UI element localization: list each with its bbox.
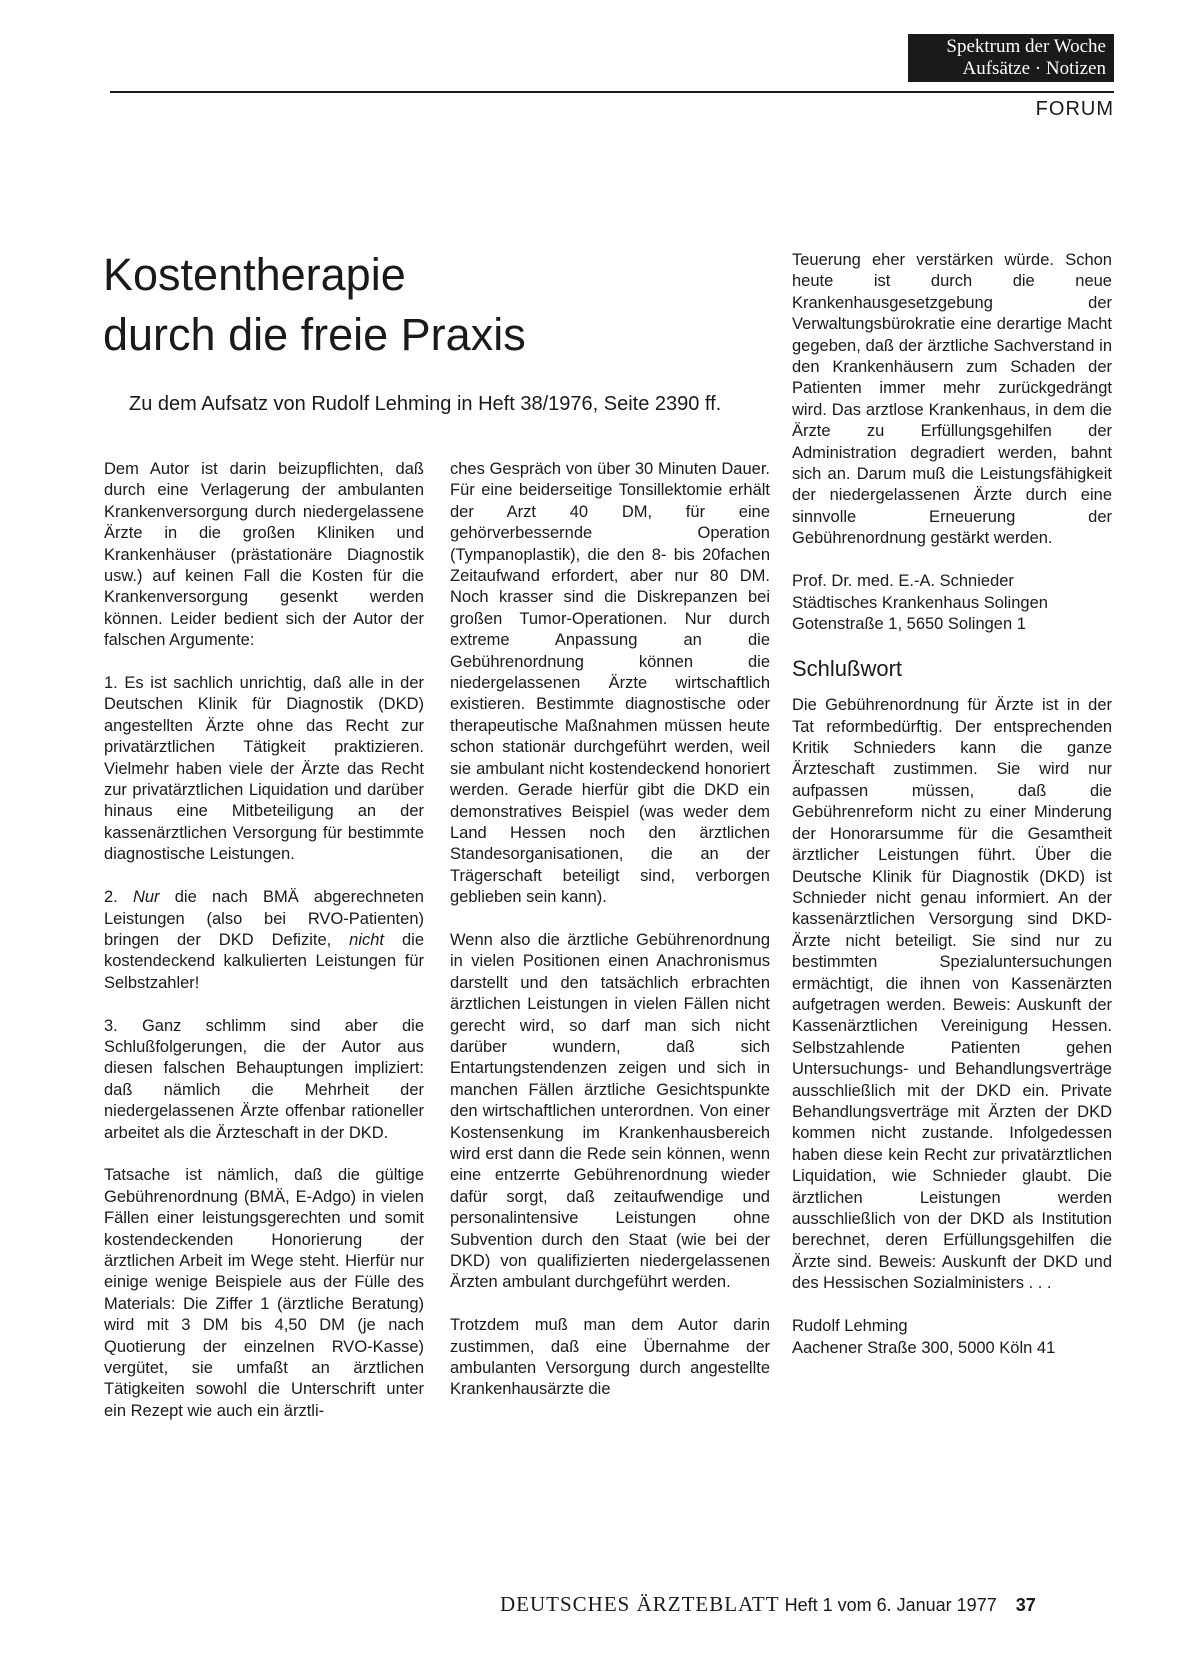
paragraph: 1. Es ist sachlich unrichtig, daß alle in der Deutschen Klinik für Diagnostik (DKD) angestellten Ärzte ohne das Recht zur privatärztlichen Tätigkeit praktizieren. Vielmehr haben viele der Ärzte das Recht zur privatärztlichen Liquidation und darüber hinaus eine Mitbeteiligung an der kassenärztlichen Versorgung für bestimmte diagnostische Leistungen.: [104, 674, 424, 864]
text-run: die nach BMÄ abgerechneten Leistungen (also bei RVO-Patienten) bringen der DKD Defizite,: [104, 888, 424, 949]
closing-heading: Schlußwort: [792, 655, 903, 681]
signature-line: Städtisches Krankenhaus Solingen: [792, 593, 1048, 612]
column-1: [104, 459, 424, 1422]
paragraph: Teuerung eher verstärken würde. Schon heute ist durch die neue Krankenhausgesetzgebung der Verwaltungsbürokratie eine derartige Macht gegeben, daß der ärztliche Sachverstand in den Krankenhäusern zum Schaden der Patienten immer mehr zurückgedrängt wird. Das arztlose Krankenhaus, in dem die Ärzte zu Erfüllungsgehilfen der Administration degradiert werden, bahnt sich an. Darum muß die Leistungsfähigkeit der niedergelassenen Ärzte durch eine sinnvolle Erneuerung der Gebührenordnung gestärkt werden.: [792, 251, 1112, 548]
header-box-line1: Spektrum der Woche: [946, 36, 1106, 57]
paragraph: Wenn also die ärztliche Gebührenordnung in vielen Positionen einen Anachronismus darstellt und den tatsächlich erbrachten ärztlichen Leistungen in vielen Fällen nicht gerecht wird, so darf man sich nicht darüber wundern, daß sich Entartungstendenzen zeigen und sich in manchen Fällen ärztliche Gesichtspunkte den wirtschaftlichen unterordnen. Von einer Kostensenkung im Krankenhausbereich wird erst dann die Rede sein können, wenn eine entzerrte Gebührenordnung wieder dafür sorgt, daß zeitaufwendige und personalintensive Leistungen ohne Subvention durch den Staat (wie bei der DKD) von qualifizierten niedergelassenen Ärzten ambulant durchgeführt werden.: [450, 930, 770, 1292]
title-line1: Kostentherapie: [103, 249, 406, 300]
signature-line: Gotenstraße 1, 5650 Solingen 1: [792, 615, 1026, 634]
emphasis: nicht: [349, 930, 385, 949]
signature-lehming: [792, 1316, 1112, 1359]
signature-line: Prof. Dr. med. E.-A. Schnieder: [792, 572, 1014, 591]
title-line2: durch die freie Praxis: [103, 309, 526, 360]
journal-section-box: [908, 34, 1114, 82]
page-footer: [500, 1592, 1114, 1617]
column-2: [450, 459, 770, 1401]
signature-line: Rudolf Lehming: [792, 1317, 908, 1336]
footer-issue: Heft 1 vom 6. Januar 1977: [784, 1595, 997, 1615]
paragraph: Dem Autor ist darin beizupflichten, daß durch eine Verlagerung der ambulanten Krankenversorgung durch niedergelassene Ärzte in die großen Kliniken und Krankenhäuser (prästationäre Diagnostik usw.) auf keinen Fall die Kosten für die Krankenversorgung gesenkt werden können. Leider bedient sich der Autor der falschen Argumente:: [104, 460, 424, 650]
text-run: die kostendeckend kalkulierten Leistungen für Selbstzahler!: [104, 930, 424, 992]
footer-journal: DEUTSCHES ÄRZTEBLATT: [500, 1592, 780, 1616]
header-box-line2: Aufsätze · Notizen: [962, 58, 1106, 79]
paragraph: Trotzdem muß man dem Autor darin zustimmen, daß eine Übernahme der ambulanten Versorgung durch angestellte Krankenhausärzte die: [450, 1316, 770, 1399]
paragraph: [104, 887, 424, 994]
section-label: FORUM: [1035, 98, 1114, 120]
paragraph: ches Gespräch von über 30 Minuten Dauer. Für eine beiderseitige Tonsillektomie erhält der Arzt 40 DM, für eine gehörverbessernde Operation (Tympanoplastik), die den 8- bis 20fachen Zeitaufwand erfordert, aber nur 80 DM. Noch krasser sind die Diskrepanzen bei großen Tumor-Operationen. Nur durch extreme Anpassung an die Gebührenordnung können die niedergelassenen Ärzte wirtschaftlich existieren. Bestimmte diagnostische oder therapeutische Maßnahmen müssen heute schon stationär durchgeführt werden, weil sie ambulant nicht kostendeckend honoriert werden. Gerade hierfür gibt die DKD ein demonstratives Beispiel (was weder dem Land Hessen noch den ärztlichen Standesorganisationen, die an der Trägerschaft beteiligt sind, verborgen geblieben sein kann).: [450, 460, 770, 907]
paragraph: Die Gebührenordnung für Ärzte ist in der Tat reformbedürftig. Der entsprechenden Kritik Schnieders kann die ganze Ärzteschaft zustimmen. Sie wird nur aufpassen müssen, daß die Gebührenreform nicht zu einer Minderung der Honorarsumme für die Gesamtheit ärztlicher Leistungen führt. Über die Deutsche Klinik für Diagnostik (DKD) ist Schnieder nicht genau informiert. An der kassenärztlichen Versorgung sind DKD-Ärzte nicht beteiligt. Sie sind nur zu bestimmten Spezialuntersuchungen ermächtigt, die ihnen von Kassenärzten aufgetragen werden. Beweis: Auskunft der Kassenärztlichen Vereinigung Hessen. Selbstzahlende Patienten gehen Untersuchungs- und Behandlungsverträge ausschließlich mit der DKD ein. Private Behandlungsverträge mit Ärzten der DKD kommen nicht zustande. Infolgedessen haben diese kein Recht zur privatärztlichen Liquidation, wie Schnieder glaubt. Die ärztlichen Leistungen werden ausschließlich von der DKD als Institution berechnet, deren Erfüllungsgehilfen die Ärzte sind. Beweis: Auskunft der DKD und des Hessischen Sozialministers . . .: [792, 696, 1112, 1293]
paragraph: 3. Ganz schlimm sind aber die Schlußfolgerungen, die der Autor aus diesen falschen Behauptungen impliziert: daß nämlich die Mehrheit der niedergelassenen Ärzte offenbar rationeller arbeitet als die Ärzteschaft in der DKD.: [104, 1016, 424, 1142]
emphasis: Nur: [132, 888, 160, 907]
header-rule: [110, 91, 1114, 93]
article-title: [103, 245, 526, 365]
signature-schnieder: [792, 571, 1112, 636]
column-3: [792, 250, 1112, 1359]
signature-line: Aachener Straße 300, 5000 Köln 41: [792, 1338, 1056, 1357]
page-number: 37: [1015, 1595, 1036, 1615]
article-subtitle: Zu dem Aufsatz von Rudolf Lehming in Heft 38/1976, Seite 2390 ff.: [129, 393, 722, 415]
text-run: 2.: [104, 888, 133, 907]
paragraph: Tatsache ist nämlich, daß die gültige Gebührenordnung (BMÄ, E-Adgo) in vielen Fällen einer leistungsgerechten und somit kostendeckenden Honorierung der ärztlichen Arbeit im Wege steht. Hierfür nur einige wenige Beispiele aus der Fülle des Materials: Die Ziffer 1 (ärztliche Beratung) wird mit 3 DM bis 4,50 DM (je nach Quotierung der einzelnen RVO-Kasse) vergütet, sie umfaßt an ärztlichen Tätigkeiten sowohl die Unterschrift unter ein Rezept wie auch ein ärztli-: [104, 1166, 424, 1420]
